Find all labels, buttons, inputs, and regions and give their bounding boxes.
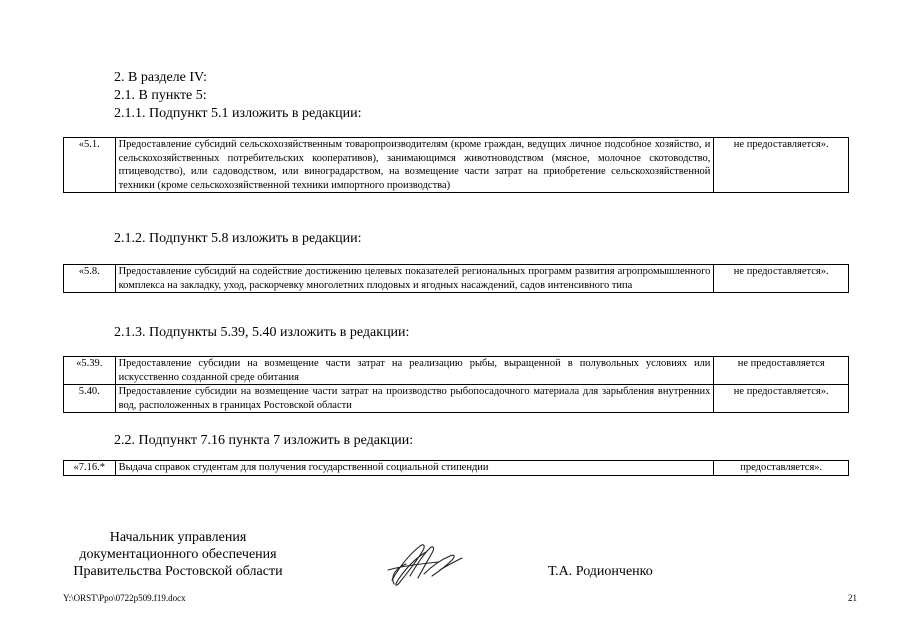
row-number: «7.16.* <box>64 461 116 476</box>
row-status: не предоставляется <box>714 357 849 385</box>
row-text: Предоставление субсидий на содействие достижению целевых показателей региональных программ развития агропромышленного комплекса на закладку, уход, раскорчевку многолетних плодовых и ягодных насаждений, садов интенсивного типа <box>115 265 714 293</box>
table-row <box>64 385 849 413</box>
clause-heading-5-8: 2.1.2. Подпункт 5.8 изложить в редакции: <box>114 231 362 246</box>
table-row <box>64 461 849 476</box>
clause-heading-7-16: 2.2. Подпункт 7.16 пункта 7 изложить в редакции: <box>114 433 414 448</box>
table-row <box>64 357 849 385</box>
table-clause-5-39-5-40 <box>63 356 849 413</box>
page-number: 21 <box>848 593 857 603</box>
row-status: предоставляется». <box>714 461 849 476</box>
row-text: Предоставление субсидии на возмещение части затрат на производство рыбопосадочного материала для зарыбления внутренних вод, расположенных в границах Ростовской области <box>115 385 714 413</box>
section-heading: 2. В разделе IV: <box>114 70 207 85</box>
file-path: Y:\ORST\Ppo\0722p509.f19.docx <box>63 593 186 603</box>
table-clause-5-1 <box>63 137 849 193</box>
clause-heading-5-39-5-40: 2.1.3. Подпункты 5.39, 5.40 изложить в редакции: <box>114 325 410 340</box>
row-text: Предоставление субсидий сельскохозяйственным товаропроизводителям (кроме граждан, ведущих личное подсобное хозяйство, и сельскохозяйственных потребительских кооперативов), занимающимся животноводством (мясное, молочное скотоводство, птицеводство), или садоводством, или виноградарством, на возмещение части затрат на приобретение сельскохозяйственной техники (кроме сельскохозяйственной техники импортного производства) <box>115 138 714 193</box>
subsection-heading: 2.1. В пункте 5: <box>114 88 207 103</box>
row-status: не предоставляется». <box>714 138 849 193</box>
signer-name: Т.А. Родионченко <box>548 564 653 579</box>
table-row <box>64 265 849 293</box>
row-number: «5.39. <box>64 357 116 385</box>
row-status: не предоставляется». <box>714 265 849 293</box>
signer-position-line-3: Правительства Ростовской области <box>73 564 283 579</box>
clause-heading-5-1: 2.1.1. Подпункт 5.1 изложить в редакции: <box>114 106 362 121</box>
row-number: 5.40. <box>64 385 116 413</box>
signer-position-line-2: документационного обеспечения <box>79 547 277 562</box>
row-status: не предоставляется». <box>714 385 849 413</box>
table-row <box>64 138 849 193</box>
row-text: Предоставление субсидии на возмещение части затрат на реализацию рыбы, выращенной в полувольных условиях или искусственно созданной среде обитания <box>115 357 714 385</box>
signature-title-block <box>62 529 294 580</box>
table-clause-5-8 <box>63 264 849 293</box>
row-number: «5.1. <box>64 138 116 193</box>
handwritten-signature <box>380 536 466 592</box>
row-text: Выдача справок студентам для получения государственной социальной стипендии <box>115 461 714 476</box>
signer-position-line-1: Начальник управления <box>109 530 247 545</box>
table-clause-7-16 <box>63 460 849 476</box>
row-number: «5.8. <box>64 265 116 293</box>
